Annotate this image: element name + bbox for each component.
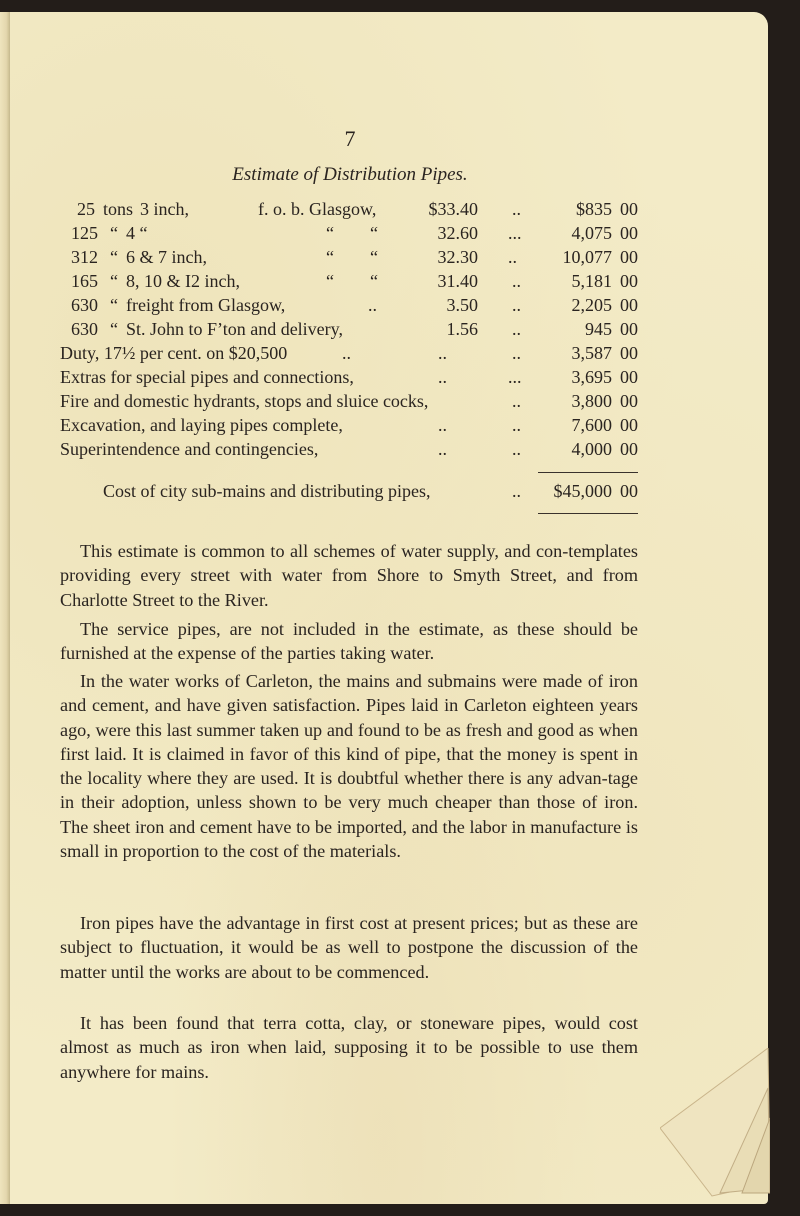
ditto-mark: “ <box>110 295 118 315</box>
amount-dollars: 3,695 <box>571 367 612 387</box>
total-dollars: $45,000 <box>553 481 612 501</box>
amount-cents: 00 <box>620 415 638 435</box>
leader-dots: .. <box>438 343 447 363</box>
description: freight from Glasgow, <box>126 295 286 315</box>
amount-dollars: 5,181 <box>571 271 612 291</box>
amount-cents: 00 <box>620 295 638 315</box>
leader-dots: .. <box>512 391 521 411</box>
ditto-mark: “ <box>370 271 378 291</box>
qty: 312 <box>71 247 98 267</box>
table-row <box>60 439 640 464</box>
amount-cents: 00 <box>620 343 638 363</box>
ditto-mark: “ <box>326 271 334 291</box>
leader-dots: .. <box>438 415 447 435</box>
description: St. John to F’ton and delivery, <box>126 319 343 339</box>
amount-cents: 00 <box>620 439 638 459</box>
rate: 31.40 <box>437 271 478 291</box>
amount-dollars: 3,587 <box>571 343 612 363</box>
table-title: Estimate of Distribution Pipes. <box>232 164 468 185</box>
table-row <box>60 367 640 392</box>
description: Superintendence and contingencies, <box>60 439 319 459</box>
description: Extras for special pipes and connections, <box>60 367 354 387</box>
qty: 165 <box>71 271 98 291</box>
amount-cents: 00 <box>620 391 638 411</box>
amount-cents: 00 <box>620 319 638 339</box>
paragraph-text: In the water works of Carleton, the mains and submains were made of iron and cement, and have given satisfaction. Pipes laid in Carleton eighteen years ago, were this last summer taken up and found to be as fresh and good as when first laid. It is claimed in favor of this kind of pipe, that the money is spent in the locality where they are used. It is doubtful whether there is any advan-tage in their adoption, unless shown to be very much cheaper than those of iron. The sheet iron and cement have to be imported, and the labor in manufacture is small in proportion to the cost of the materials. <box>60 671 638 862</box>
leader-dots: ... <box>508 223 522 243</box>
ditto-mark: “ <box>110 271 118 291</box>
description: 3 inch, <box>140 199 189 219</box>
total-row <box>60 481 640 506</box>
qty: 630 <box>71 295 98 315</box>
amount-cents: 00 <box>620 367 638 387</box>
origin: f. o. b. Glasgow, <box>258 199 377 219</box>
leader-dots: .. <box>512 295 521 315</box>
table-row <box>60 343 640 368</box>
amount-cents: 00 <box>620 199 638 219</box>
leader-dots: .. <box>368 295 377 315</box>
table-row <box>60 199 640 224</box>
leader-dots: .. <box>512 481 521 501</box>
ditto-mark: “ <box>326 223 334 243</box>
unit: tons <box>103 199 134 219</box>
total-description: Cost of city sub-mains and distributing pipes, <box>103 481 431 501</box>
total-cents: 00 <box>620 481 638 501</box>
paragraph-text: The service pipes, are not included in the estimate, as these should be furnished at the expense of the parties taking water. <box>60 619 638 664</box>
amount-cents: 00 <box>620 271 638 291</box>
leader-dots: .. <box>512 439 521 459</box>
leader-dots: .. <box>508 247 517 267</box>
description: Excavation, and laying pipes complete, <box>60 415 343 435</box>
body-paragraph <box>60 539 638 612</box>
amount-dollars: 4,075 <box>571 223 612 243</box>
body-paragraph <box>60 617 638 666</box>
paragraph-text: It has been found that terra cotta, clay, or stoneware pipes, would cost almost as much as iron when laid, supposing it to be possible to use them anywhere for mains. <box>60 1013 638 1082</box>
rate: 32.30 <box>437 247 478 267</box>
ditto-mark: “ <box>110 319 118 339</box>
amount-dollars: 3,800 <box>571 391 612 411</box>
description: Duty, 17½ per cent. on $20,500 <box>60 343 288 363</box>
table-row <box>60 295 640 320</box>
paragraph-text: This estimate is common to all schemes of water supply, and con-templates providing every street with water from Shore to Smyth Street, and from Charlotte Street to the River. <box>60 541 638 610</box>
table-row <box>60 319 640 344</box>
page-number: 7 <box>344 126 356 151</box>
rate: 3.50 <box>446 295 478 315</box>
table-row <box>60 415 640 440</box>
leader-dots: .. <box>438 439 447 459</box>
leader-dots: .. <box>512 415 521 435</box>
qty: 125 <box>71 223 98 243</box>
leader-dots: .. <box>342 343 351 363</box>
ditto-mark: “ <box>110 223 118 243</box>
rate: $33.40 <box>428 199 478 219</box>
leader-dots: .. <box>438 367 447 387</box>
ditto-mark: “ <box>370 247 378 267</box>
paragraph-text: Iron pipes have the advantage in first cost at present prices; but as these are subject to fluctuation, it would be as well to postpone the discussion of the matter until the works are about to be commenced. <box>60 913 638 982</box>
total-rule-top <box>538 472 638 473</box>
amount-dollars: 945 <box>585 319 612 339</box>
amount-dollars: $835 <box>576 199 612 219</box>
amount-cents: 00 <box>620 223 638 243</box>
leader-dots: .. <box>512 343 521 363</box>
amount-cents: 00 <box>620 247 638 267</box>
table-row <box>60 223 640 248</box>
table-row <box>60 391 640 416</box>
qty: 630 <box>71 319 98 339</box>
description: 6 & 7 inch, <box>126 247 207 267</box>
rate: 1.56 <box>446 319 478 339</box>
page-gutter <box>0 12 10 1204</box>
table-row <box>60 271 640 296</box>
qty: 25 <box>77 199 95 219</box>
ditto-mark: “ <box>326 247 334 267</box>
body-paragraph <box>60 669 638 863</box>
amount-dollars: 4,000 <box>571 439 612 459</box>
body-paragraph <box>60 911 638 984</box>
leader-dots: ... <box>508 367 522 387</box>
description: 4 “ <box>126 223 148 243</box>
ditto-mark: “ <box>110 247 118 267</box>
total-rule-bottom <box>538 513 638 514</box>
leader-dots: .. <box>512 199 521 219</box>
table-row <box>60 247 640 272</box>
leader-dots: .. <box>512 319 521 339</box>
amount-dollars: 10,077 <box>562 247 612 267</box>
leader-dots: .. <box>512 271 521 291</box>
ditto-mark: “ <box>370 223 378 243</box>
folded-page-corner <box>660 1048 770 1198</box>
amount-dollars: 7,600 <box>571 415 612 435</box>
body-paragraph <box>60 1011 638 1084</box>
description: 8, 10 & I2 inch, <box>126 271 240 291</box>
rate: 32.60 <box>437 223 478 243</box>
amount-dollars: 2,205 <box>571 295 612 315</box>
description: Fire and domestic hydrants, stops and sluice cocks, <box>60 391 429 411</box>
